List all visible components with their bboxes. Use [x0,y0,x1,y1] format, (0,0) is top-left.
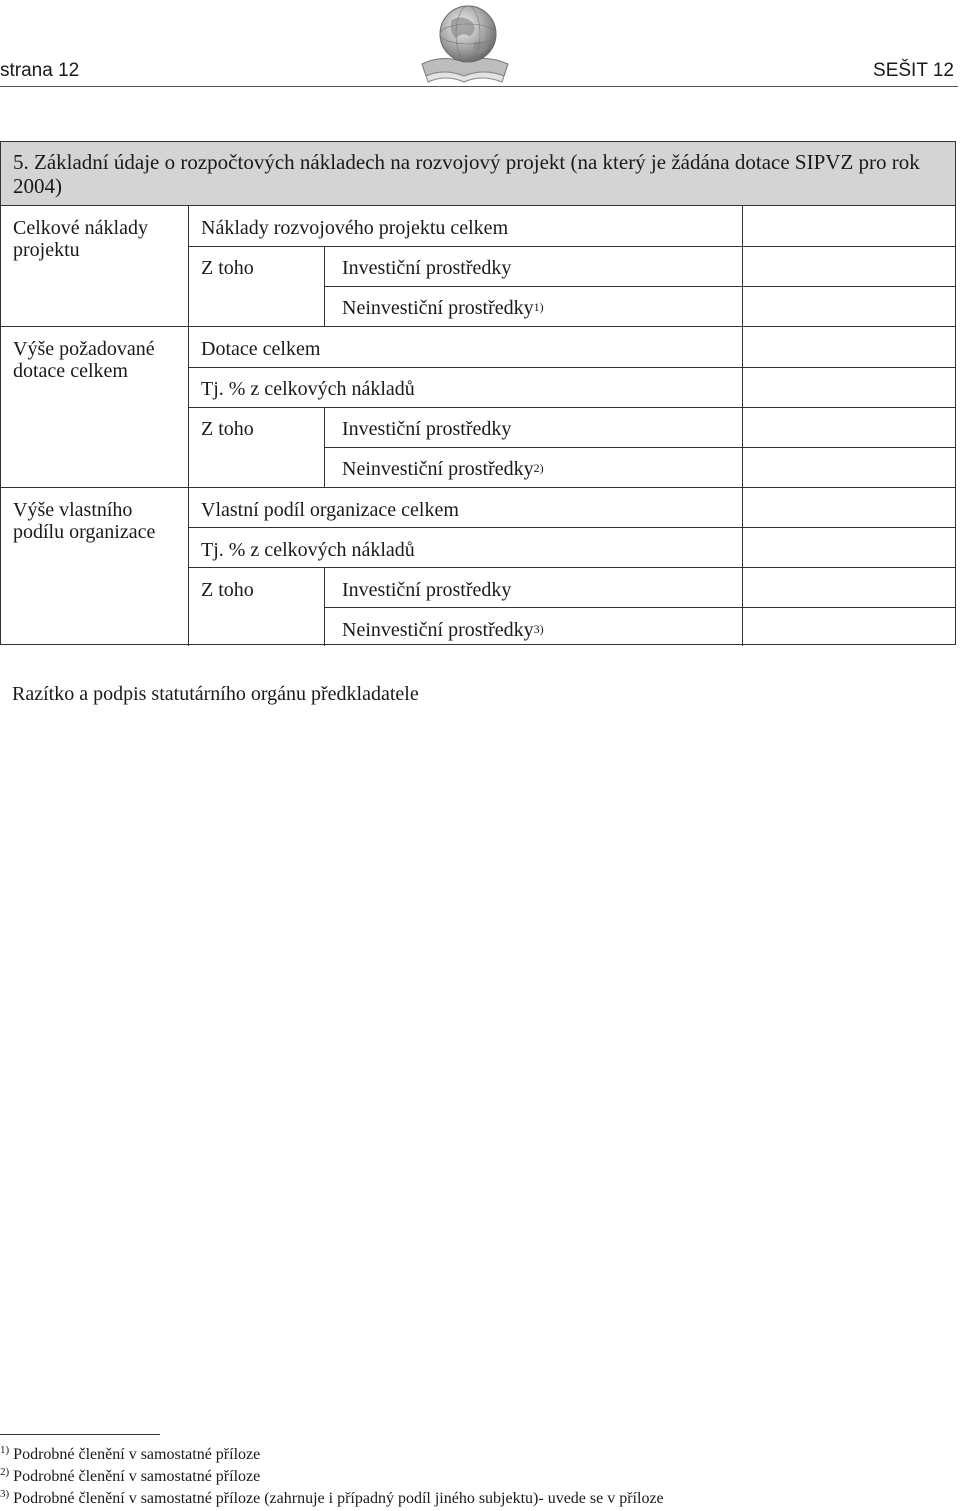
total-costs-label: Náklady rozvojového projektu celkem [201,217,509,239]
column-divider [324,246,325,326]
footnote-ref: 1) [533,300,544,314]
row-divider [189,367,955,368]
own-share-total-label: Vlastní podíl organizace celkem [201,499,459,521]
row-divider [189,527,955,528]
footnote: $^{3)}$ Podrobné členění v samostatné příloze (zahrnuje i případný podíl jiného subjektu)- uvede se v příloze [0,1488,664,1507]
grant-total-label: Dotace celkem [201,338,321,360]
row-divider [189,407,955,408]
column-divider [324,567,325,646]
stamp-signature-label: Razítko a podpis statutárního orgánu předkladatele [12,683,419,705]
breakdown-label: Z toho [201,418,254,440]
table-title: 5. Základní údaje o rozpočtových nákladech na rozvojový projekt (na který je žádána dotace SIPVZ pro rok 2004) [1,142,955,206]
row-divider [189,246,955,247]
row-divider [325,447,955,448]
footnote: $^{1)}$ Podrobné členění v samostatné příloze [0,1444,261,1463]
group-label-own-share: Výše vlastního podílu organizace [13,499,156,543]
header-rule [0,86,958,87]
percent-label: Tj. % z celkových nákladů [201,378,415,400]
column-divider [188,206,189,646]
footnote-ref: 2) [533,461,544,475]
group-label-total-costs: Celkové náklady projektu [13,217,148,261]
row-divider [325,607,955,608]
page-number: strana 12 [0,60,80,81]
column-divider [742,206,743,646]
row-divider [1,487,955,488]
row-divider [189,567,955,568]
percent-label: Tj. % z celkových nákladů [201,539,415,561]
noninvestment-label: Neinvestiční prostředky$^{2)}$ [342,458,544,480]
footnote: $^{2)}$ Podrobné členění v samostatné příloze [0,1466,261,1485]
column-divider [324,407,325,487]
noninvestment-label: Neinvestiční prostředky$^{3)}$ [342,619,544,641]
breakdown-label: Z toho [201,579,254,601]
footnote-rule [0,1434,160,1435]
investment-label: Investiční prostředky [342,579,512,601]
breakdown-label: Z toho [201,257,254,279]
footnote-ref: 3) [533,622,544,636]
row-divider [1,326,955,327]
group-label-requested-grant: Výše požadované dotace celkem [13,338,155,382]
investment-label: Investiční prostředky [342,418,512,440]
investment-label: Investiční prostředky [342,257,512,279]
section-label: SEŠIT 12 [873,60,954,81]
row-divider [325,286,955,287]
budget-table [0,141,956,645]
globe-book-logo [412,2,516,88]
noninvestment-label: Neinvestiční prostředky$^{1)}$ [342,297,544,319]
